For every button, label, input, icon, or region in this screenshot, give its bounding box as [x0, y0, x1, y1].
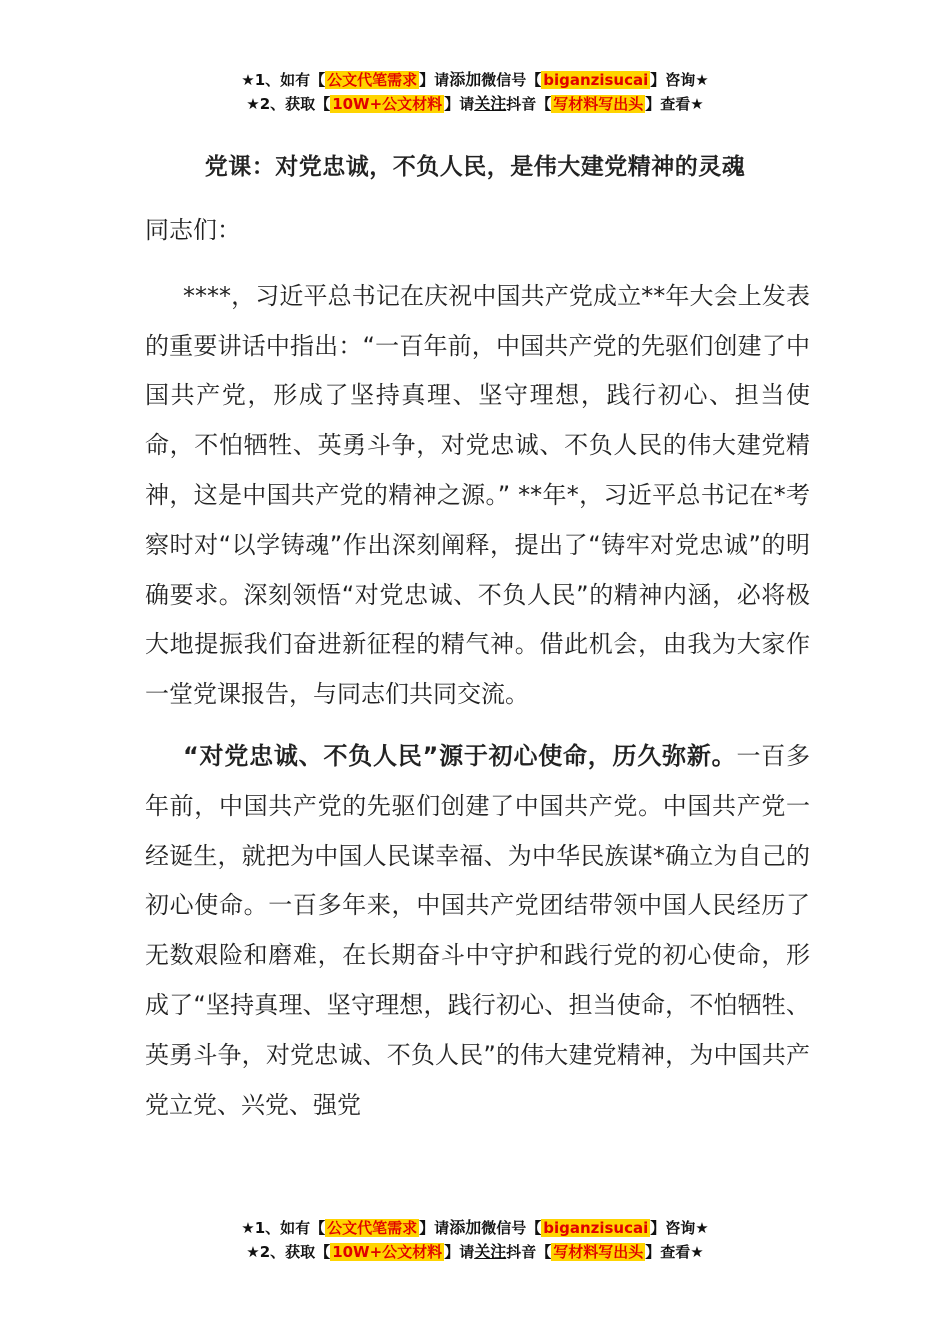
banner-douyin-id: 写材料写出头 [553, 1243, 644, 1261]
paragraph-lead: “对党忠诚、不负人民”源于初心使命，历久弥新。 [183, 741, 737, 770]
banner-text: 】请 [419, 1219, 450, 1237]
banner-line-1 [0, 1216, 950, 1240]
paragraph-2 [145, 732, 810, 1130]
banner-wechat-id: biganzisucai [543, 1219, 649, 1237]
banner-text: ★2、获取【 [246, 95, 331, 113]
paragraph-text: ****，习近平总书记在庆祝中国共产党成立**年大会上发表的重要讲话中指出：“一百年前，中国共产党的先驱们创建了中国共产党，形成了坚持真理、坚守理想，践行初心、担当使命，不怕牺牲、英勇斗争，对党忠诚、不负人民的伟大建党精神，这是中国共产党的精神之源。” **年*，习近平总书记在*考察时对“以学铸魂”作出深刻阐释，提出了“铸牢对党忠诚”的明确要求。深刻领悟“对党忠诚、不负人民”的精神内涵，必将极大地提振我们奋进新征程的精气神。借此机会，由我为大家作一堂党课报告，与同志们共同交流。 [145, 281, 810, 709]
document-title: 党课：对党忠诚，不负人民，是伟大建党精神的灵魂 [204, 154, 746, 180]
banner-text: ★1、如有【 [241, 71, 326, 89]
banner-text: 】查看★ [645, 95, 704, 113]
banner-highlight: 公文代笔需求 [327, 1219, 418, 1237]
banner-text: 】请 [444, 1243, 475, 1261]
paragraph-text: 一百多年前，中国共产党的先驱们创建了中国共产党。中国共产党一经诞生，就把为中国人民谋幸福、为中华民族谋*确立为自己的初心使命。一百多年来，中国共产党团结带领中国人民经历了无数艰险和磨难，在长期奋斗中守护和践行党的初心使命，形成了“坚持真理、坚守理想，践行初心、担当使命，不怕牺牲、英勇斗争，对党忠诚、不负人民”的伟大建党精神，为中国共产党立党、兴党、强党 [145, 741, 811, 1119]
banner-emphasis: 关注 [474, 94, 507, 113]
banner-wechat-id: biganzisucai [543, 71, 649, 89]
banner-emphasis: 关注 [474, 1242, 507, 1261]
banner-text: ★1、如有【 [241, 1219, 326, 1237]
banner-text: 】查看★ [645, 1243, 704, 1261]
banner-emphasis: 添加 [449, 70, 482, 89]
footer-banner [0, 1216, 950, 1264]
banner-text: 】请 [444, 95, 475, 113]
banner-text: ★2、获取【 [246, 1243, 331, 1261]
banner-text: 】咨询★ [650, 71, 709, 89]
banner-text: 抖音【 [506, 1243, 552, 1261]
banner-text: 微信号【 [481, 1219, 542, 1237]
banner-highlight: 10W+公文材料 [332, 95, 443, 113]
banner-line-2 [0, 1240, 950, 1264]
banner-text: 】请 [419, 71, 450, 89]
banner-text: 微信号【 [481, 71, 542, 89]
greeting: 同志们： [145, 216, 241, 244]
banner-text: 抖音【 [506, 95, 552, 113]
banner-emphasis: 添加 [449, 1218, 482, 1237]
banner-text: 】咨询★ [650, 1219, 709, 1237]
banner-line-2 [0, 92, 950, 116]
document-body [145, 206, 810, 1130]
paragraph-1 [145, 272, 810, 720]
banner-line-1 [0, 68, 950, 92]
banner-douyin-id: 写材料写出头 [553, 95, 644, 113]
banner-highlight: 10W+公文材料 [332, 1243, 443, 1261]
banner-highlight: 公文代笔需求 [327, 71, 418, 89]
header-banner [0, 68, 950, 116]
